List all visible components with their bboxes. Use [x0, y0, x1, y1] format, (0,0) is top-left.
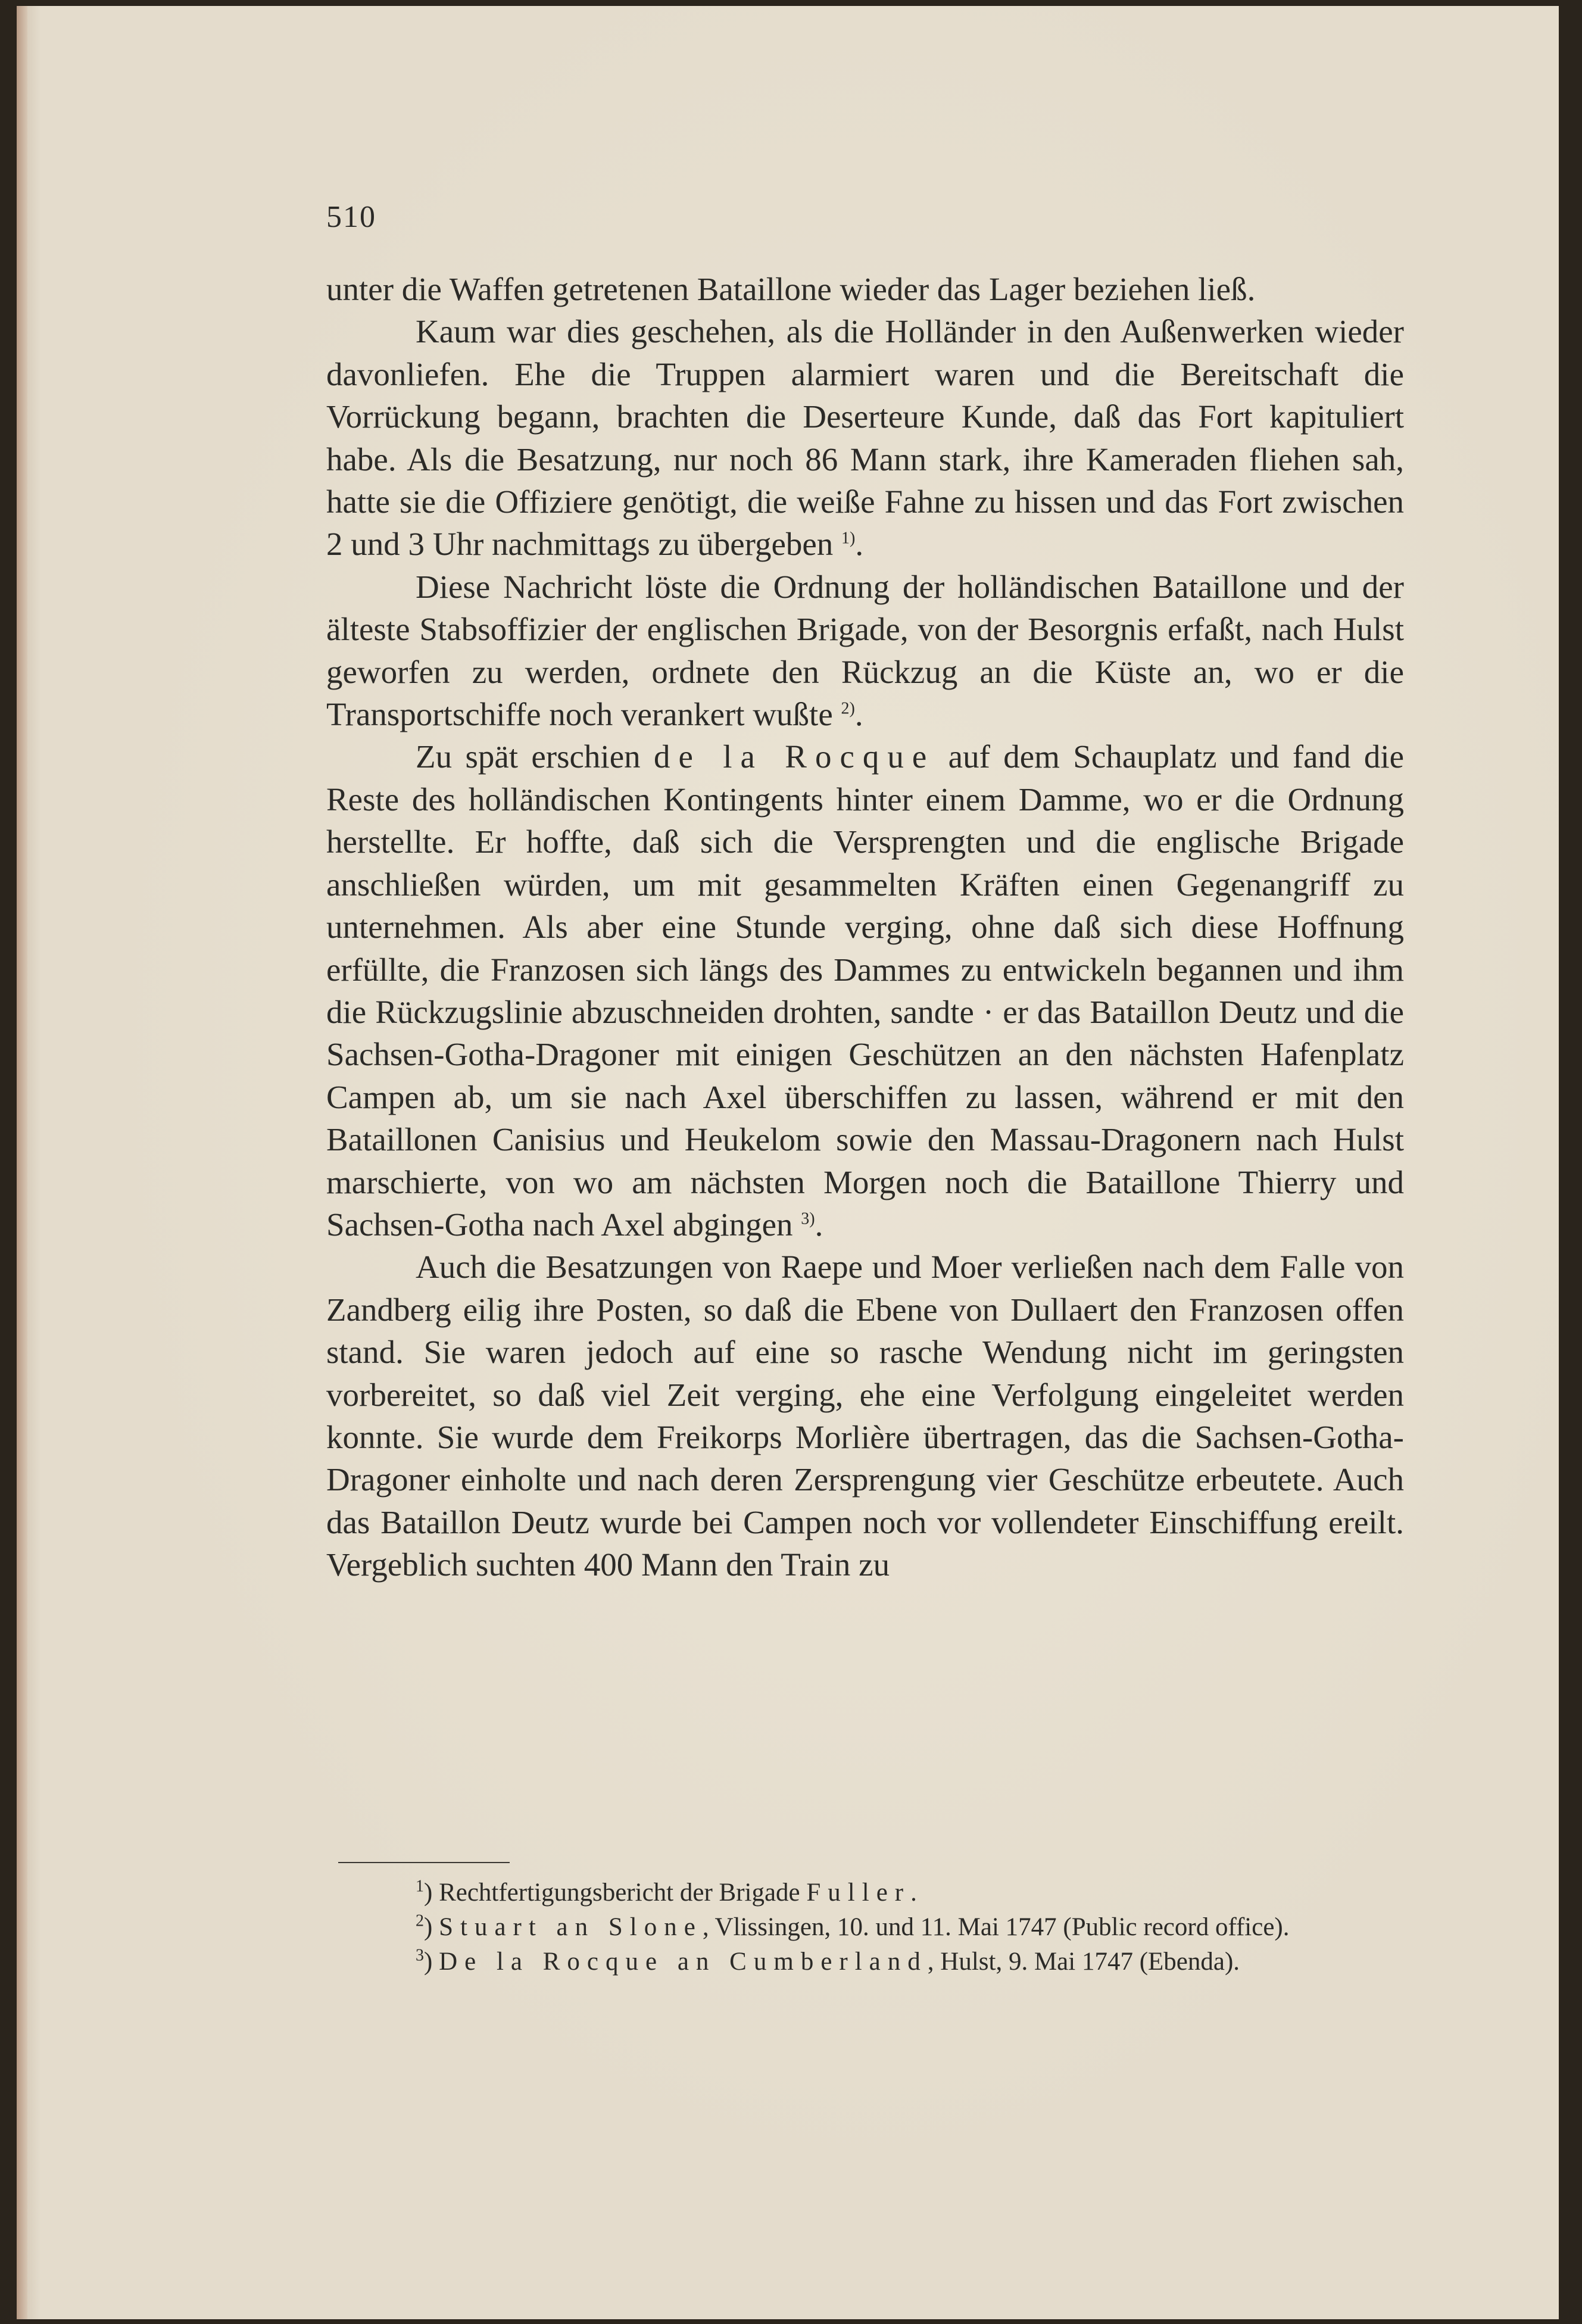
- footnote-3-text: , Hulst, 9. Mai 1747 (Ebenda).: [927, 1948, 1240, 1976]
- footnote-2-text: , Vlissingen, 10. und 11. Mai 1747 (Public record office).: [702, 1913, 1290, 1941]
- paragraph-1-text: unter die Waffen getretenen Bataillone wieder das Lager beziehen ließ.: [326, 271, 1256, 307]
- footnote-2: [326, 1910, 1404, 1945]
- footnote-ref-1: 1): [841, 529, 856, 548]
- paragraph-4: [326, 735, 1404, 1246]
- footnotes: [326, 1876, 1404, 1979]
- footnote-ref-3: 3): [801, 1209, 815, 1228]
- paragraph-2: [326, 310, 1404, 565]
- paragraph-5: [326, 1246, 1404, 1586]
- paragraph-4-start: Zu spät erschien: [416, 738, 641, 775]
- paragraph-1: [326, 268, 1404, 310]
- book-page: [17, 6, 1559, 2319]
- footnote-1-end: .: [910, 1879, 917, 1907]
- footnote-separator: [338, 1862, 510, 1863]
- paragraph-5-text: Auch die Besatzungen von Raepe und Moer verließen nach dem Falle von Zandberg eilig ihre Posten, so daß die Ebene von Dullaert den Franzosen offen stand. Sie waren jedoch auf eine so rasche Wendung nicht im geringsten vorbereitet, so daß viel Zeit verging, ehe eine Verfolgung eingeleitet werden konnte. Sie wurde dem Freikorps Morlière übertragen, das die Sachsen-Gotha-Dragoner einholte und nach deren Zersprengung vier Geschütze erbeutete. Auch das Bataillon Deutz wurde bei Campen noch vor vollendeter Einschiffung ereilt. Vergeblich suchten 400 Mann den Train zu: [326, 1249, 1404, 1583]
- paragraph-4-text: auf dem Schauplatz und fand die Reste des holländischen Kontingents hinter einem Damme, wo er die Ordnung herstellte. Er hoffte, daß sich die Versprengten und die englische Brigade anschließen würden, um mit gesammelten Kräften einen Gegenangriff zu unternehmen. Als aber eine Stunde verging, ohne daß sich diese Hoffnung erfüllte, die Franzosen sich längs des Dammes zu entwickeln begannen und ihm die Rückzugslinie abzuschneiden drohten, sandte · er das Bataillon Deutz und die Sachsen-Gotha-Dragoner mit einigen Geschützen an den nächsten Hafenplatz Campen ab, um sie nach Axel überschiffen zu lassen, während er mit den Bataillonen Canisius und Heukelom sowie den Massau-Dragonern nach Hulst marschierte, von wo am nächsten Morgen noch die Bataillone Thierry und Sachsen-Gotha nach Axel abgingen: [326, 738, 1405, 1243]
- person-name-de-la-rocque: de la Rocque: [653, 738, 935, 775]
- body-text: [326, 268, 1404, 1586]
- paragraph-3-text: Diese Nachricht löste die Ordnung der holländischen Bataillone und der älteste Stabsoffizier der englischen Brigade, von der Besorgnis erfaßt, nach Hulst geworfen zu werden, ordnete den Rückzug an die Küste an, wo er die Transportschiffe noch verankert wußte: [326, 568, 1404, 733]
- footnote-ref-2: 2): [841, 699, 855, 718]
- footnote-1-name: Fuller: [806, 1879, 911, 1907]
- footnote-3: [326, 1945, 1404, 1979]
- footnote-2-name: Stuart an Slone: [439, 1913, 703, 1941]
- footnote-1: [326, 1876, 1404, 1910]
- footnote-1-text: ) Rechtfertigungsbericht der Brigade: [424, 1879, 800, 1907]
- paragraph-2-text: Kaum war dies geschehen, als die Holländer in den Außenwerken wieder davonliefen. Ehe die Truppen alarmiert waren und die Bereitschaft die Vorrückung begann, brachten die Deserteure Kunde, daß das Fort kapituliert habe. Als die Besatzung, nur noch 86 Mann stark, ihre Kameraden fliehen sah, hatte sie die Offiziere genötigt, die weiße Fahne zu hissen und das Fort zwischen 2 und 3 Uhr nachmittags zu übergeben: [326, 313, 1404, 563]
- footnote-2-pre: ): [424, 1913, 433, 1941]
- footnote-1-mark: 1: [416, 1877, 424, 1896]
- page-number: 510: [326, 200, 376, 234]
- footnote-3-mark: 3: [416, 1946, 424, 1965]
- paragraph-3-end: .: [854, 696, 863, 733]
- paragraph-2-end: .: [855, 526, 864, 563]
- footnote-3-name: De la Rocque an Cumberland: [439, 1948, 928, 1976]
- footnote-3-pre: ): [424, 1948, 433, 1976]
- paragraph-4-end: .: [815, 1206, 823, 1243]
- footnote-2-mark: 2: [416, 1911, 424, 1930]
- paragraph-3: [326, 566, 1404, 736]
- page-edge: [17, 6, 27, 2319]
